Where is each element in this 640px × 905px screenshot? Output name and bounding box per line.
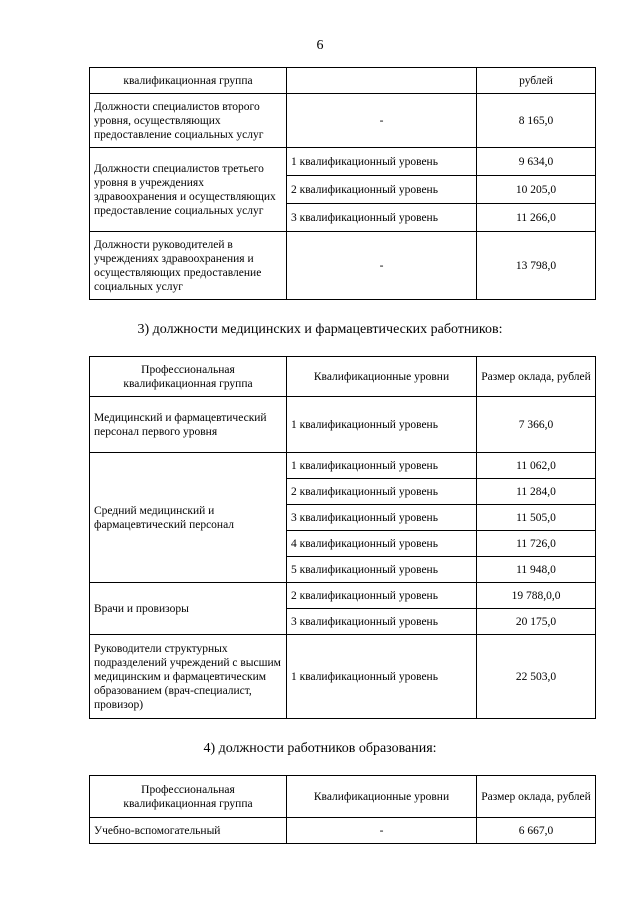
group-cell: Должности руководителей в учреждениях здравоохранения и осуществляющих предоставление социальных услуг [90, 232, 287, 300]
table-row [90, 818, 596, 844]
level-cell: 2 квалификационный уровень [287, 176, 477, 204]
header-group: Профессиональная квалификационная группа [90, 357, 287, 397]
level-cell: 5 квалификационный уровень [287, 557, 477, 583]
table-header-row [90, 357, 596, 397]
header-levels [287, 68, 477, 94]
salary-cell: 11 284,0 [477, 479, 596, 505]
level-cell: - [287, 818, 477, 844]
group-cell: Учебно-вспомогательный [90, 818, 287, 844]
group-cell: Медицинский и фармацевтический персонал первого уровня [90, 397, 287, 453]
table-header-row [90, 68, 596, 94]
header-salary: Размер оклада, рублей [477, 776, 596, 818]
header-group: квалификационная группа [90, 68, 287, 94]
level-cell: 3 квалификационный уровень [287, 609, 477, 635]
section-3-title: 3) должности медицинских и фармацевтических работников: [137, 322, 503, 337]
header-levels: Квалификационные уровни [287, 776, 477, 818]
group-cell: Врачи и провизоры [90, 583, 287, 635]
salary-cell: 11 062,0 [477, 453, 596, 479]
salary-cell: 20 175,0 [477, 609, 596, 635]
table-row [90, 232, 596, 300]
salary-table-continued [89, 67, 596, 300]
salary-cell: 13 798,0 [477, 232, 596, 300]
salary-cell: 10 205,0 [477, 176, 596, 204]
group-cell: Должности специалистов второго уровня, осуществляющих предоставление социальных услуг [90, 94, 287, 148]
salary-cell: 7 366,0 [477, 397, 596, 453]
salary-cell: 9 634,0 [477, 148, 596, 176]
header-salary: рублей [477, 68, 596, 94]
salary-cell: 11 505,0 [477, 505, 596, 531]
level-cell: 1 квалификационный уровень [287, 148, 477, 176]
level-cell: 1 квалификационный уровень [287, 635, 477, 719]
salary-cell: 19 788,0,0 [477, 583, 596, 609]
section-4-title: 4) должности работников образования: [203, 741, 437, 756]
level-cell: 2 квалификационный уровень [287, 583, 477, 609]
group-cell: Средний медицинский и фармацевтический персонал [90, 453, 287, 583]
page-number: 6 [316, 38, 324, 53]
salary-cell: 6 667,0 [477, 818, 596, 844]
header-group: Профессиональная квалификационная группа [90, 776, 287, 818]
education-salary-table [89, 775, 596, 844]
salary-cell: 11 948,0 [477, 557, 596, 583]
table-row [90, 397, 596, 453]
level-cell: - [287, 232, 477, 300]
level-cell: 3 квалификационный уровень [287, 204, 477, 232]
table-row [90, 148, 596, 176]
level-cell: 2 квалификационный уровень [287, 479, 477, 505]
salary-cell: 8 165,0 [477, 94, 596, 148]
table-row [90, 94, 596, 148]
level-cell: 1 квалификационный уровень [287, 397, 477, 453]
level-cell: 3 квалификационный уровень [287, 505, 477, 531]
level-cell: 4 квалификационный уровень [287, 531, 477, 557]
header-levels: Квалификационные уровни [287, 357, 477, 397]
table-row [90, 583, 596, 609]
group-cell: Должности специалистов третьего уровня в учреждениях здравоохранения и осуществляющих предоставление социальных услуг [90, 148, 287, 232]
salary-cell: 11 726,0 [477, 531, 596, 557]
table-header-row [90, 776, 596, 818]
medical-salary-table [89, 356, 596, 719]
level-cell: 1 квалификационный уровень [287, 453, 477, 479]
salary-cell: 11 266,0 [477, 204, 596, 232]
header-salary: Размер оклада, рублей [477, 357, 596, 397]
level-cell: - [287, 94, 477, 148]
group-cell: Руководители структурных подразделений учреждений с высшим медицинским и фармацевтическим образованием (врач-специалист, провизор) [90, 635, 287, 719]
table-row [90, 453, 596, 479]
salary-cell: 22 503,0 [477, 635, 596, 719]
table-row [90, 635, 596, 719]
